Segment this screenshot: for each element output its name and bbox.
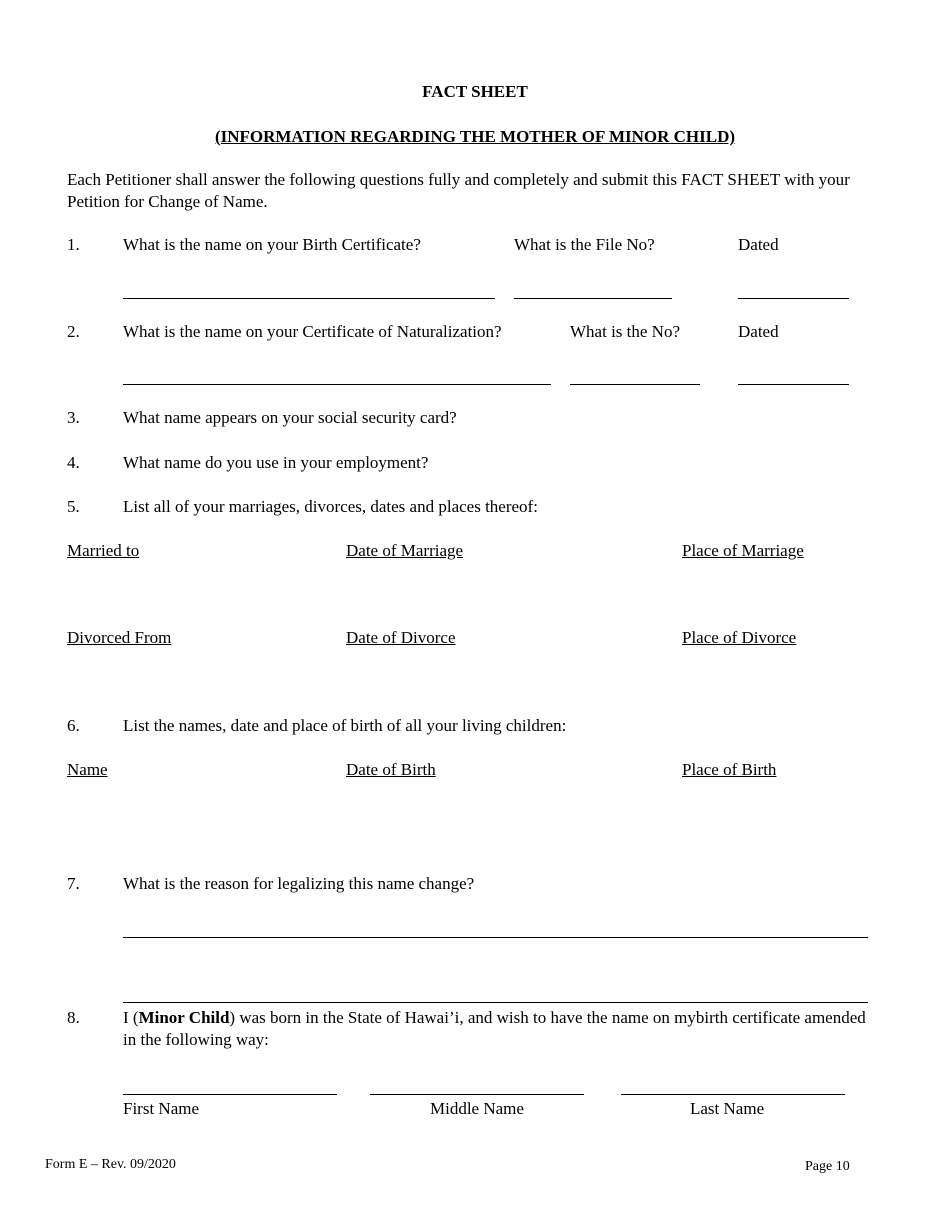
middle-name-label: Middle Name [430,1099,524,1118]
middle-name-field[interactable] [370,1094,584,1095]
q1-text: What is the name on your Birth Certificate? [123,235,421,254]
q3-number: 3. [67,408,80,427]
divorced-from-header: Divorced From [67,628,172,647]
page-subtitle: (INFORMATION REGARDING THE MOTHER OF MINOR CHILD) [214,127,736,146]
q6-text: List the names, date and place of birth of all your living children: [123,716,567,735]
place-of-divorce-header: Place of Divorce [682,628,797,647]
q1-number: 1. [67,235,80,254]
q4-number: 4. [67,453,80,472]
q1-name-field[interactable] [123,298,495,299]
q1-file-no-field[interactable] [514,298,672,299]
q2-name-field[interactable] [123,384,551,385]
q8-text-suffix: ) was born in the State of Hawai’i, and wish to have the name on mybirth certificate amended in the following way: [123,1008,866,1049]
page-title: FACT SHEET [422,82,528,101]
date-of-divorce-header: Date of Divorce [346,628,456,647]
last-name-label: Last Name [690,1099,765,1118]
q6-number: 6. [67,716,80,735]
q1-dated-field[interactable] [738,298,849,299]
q8-text [123,1007,883,1051]
first-name-label: First Name [123,1099,200,1118]
q8-text-prefix: I ( [123,1008,139,1027]
intro-paragraph: Each Petitioner shall answer the following questions fully and completely and submit this FACT SHEET with your Petition for Change of Name. [67,170,850,211]
married-to-header: Married to [67,541,140,560]
q5-text: List all of your marriages, divorces, dates and places thereof: [123,497,538,516]
q2-number: 2. [67,322,80,341]
q7-number: 7. [67,874,80,893]
q1-file-no-label: What is the File No? [514,235,655,254]
child-name-header: Name [67,760,108,779]
q7-reason-line-1[interactable] [123,937,868,938]
form-revision: Form E – Rev. 09/2020 [45,1157,176,1172]
place-of-birth-header: Place of Birth [682,760,777,779]
place-of-marriage-header: Place of Marriage [682,541,804,560]
date-of-marriage-header: Date of Marriage [346,541,464,560]
q2-no-field[interactable] [570,384,700,385]
q2-dated-field[interactable] [738,384,849,385]
q7-reason-line-2[interactable] [123,1002,868,1003]
q3-text: What name appears on your social security card? [123,408,457,427]
q4-text: What name do you use in your employment? [123,453,429,472]
q1-dated-label: Dated [738,235,779,254]
q2-text: What is the name on your Certificate of Naturalization? [123,322,502,341]
page-number: Page 10 [805,1159,850,1174]
q7-text: What is the reason for legalizing this name change? [123,874,475,893]
q5-number: 5. [67,497,80,516]
last-name-field[interactable] [621,1094,845,1095]
date-of-birth-header: Date of Birth [346,760,436,779]
q2-dated-label: Dated [738,322,779,341]
q8-number: 8. [67,1008,80,1027]
first-name-field[interactable] [123,1094,337,1095]
q8-minor-child: Minor Child [138,1008,230,1027]
q2-no-label: What is the No? [570,322,680,341]
